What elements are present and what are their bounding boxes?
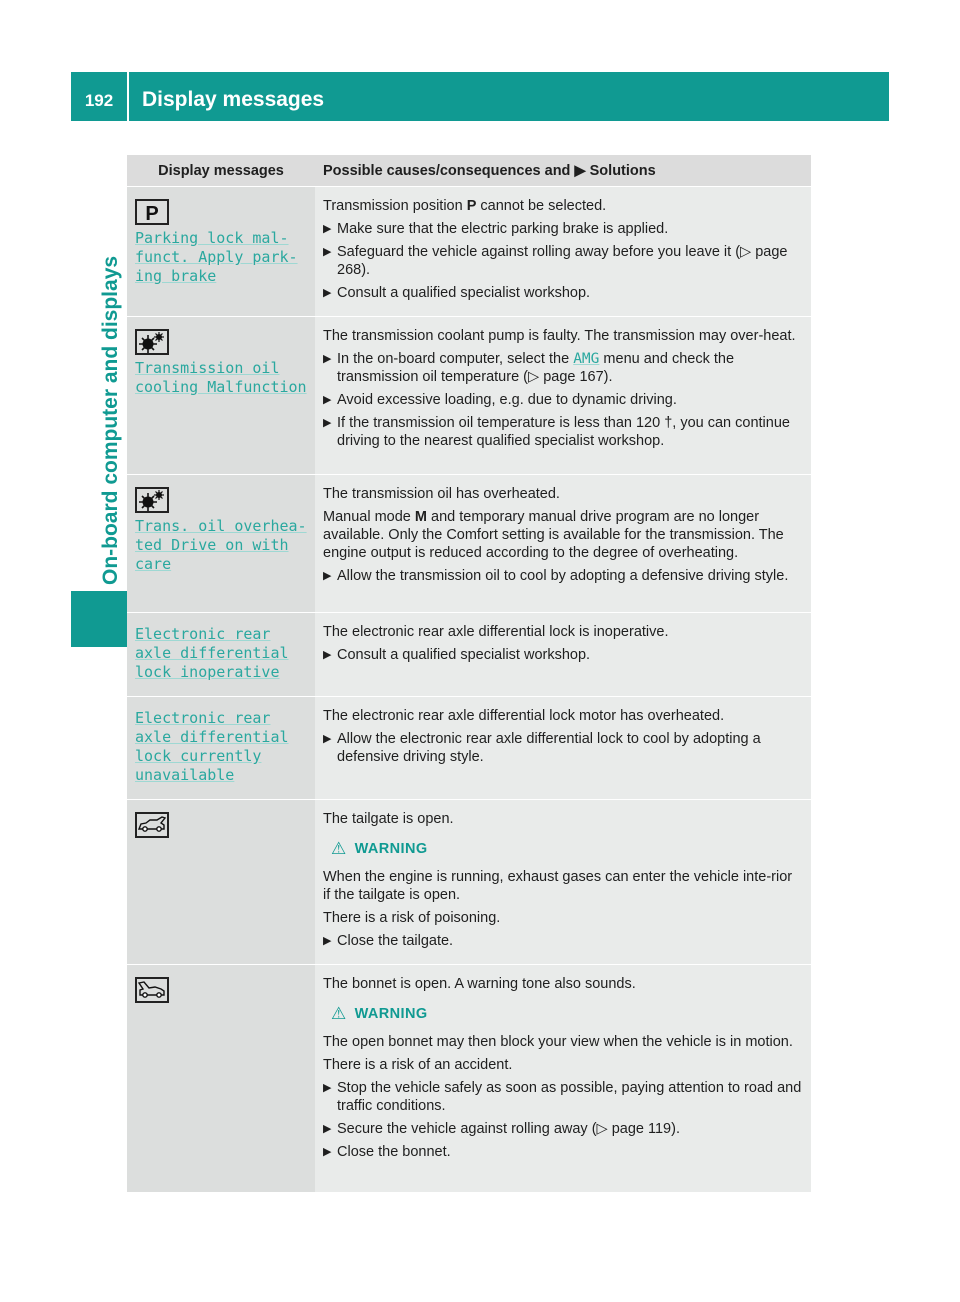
solution-step	[323, 414, 803, 450]
step-arrow-icon: ▶	[323, 417, 332, 429]
solution-cell	[315, 317, 811, 475]
cause-text: The tailgate is open.	[323, 811, 454, 827]
step-text: Make sure that the electric parking brake is applied.	[337, 221, 669, 237]
step-arrow-icon: ▶	[323, 1146, 332, 1158]
table-header-row	[127, 155, 811, 187]
step-arrow-icon: ▶	[323, 733, 332, 745]
message-text: Parking lock mal‐ funct. Apply park‐ ing brake	[135, 229, 298, 285]
solution-step	[323, 391, 803, 409]
message-cell	[127, 697, 315, 800]
cause-text: The electronic rear axle differential lock motor has overheated.	[323, 708, 725, 724]
bonnet-open-icon	[135, 977, 169, 1003]
step-arrow-icon: ▶	[323, 246, 332, 258]
step-text: If the transmission oil temperature is less than 120 †, you can continue driving to the nearest qualified specialist workshop.	[337, 415, 790, 449]
consequence-text-part: and temporary manual drive program are no longer available. Only the Comfort setting is available for the transmission. The engine output is reduced according to the degree of overheating.	[323, 509, 784, 561]
solution-step	[323, 220, 803, 238]
table-row	[127, 800, 811, 965]
step-text: Avoid excessive loading, e.g. due to dynamic driving.	[337, 392, 677, 408]
step-arrow-icon: ▶	[323, 1123, 332, 1135]
table-row	[127, 187, 811, 317]
warning-text: The open bonnet may then block your view when the vehicle is in motion.	[323, 1034, 793, 1050]
solution-cell	[315, 800, 811, 965]
step-text-part: In the on-board computer, select the	[337, 351, 570, 367]
warning-text: When the engine is running, exhaust gases can enter the vehicle inte-rior if the tailgate is open.	[323, 869, 793, 903]
step-arrow-icon: ▶	[323, 570, 332, 582]
svg-text:P: P	[145, 203, 159, 223]
col-causes-header	[315, 155, 811, 187]
step-text-part: Safeguard the vehicle against rolling away before you leave it (	[337, 244, 741, 260]
col-display-messages-header: Display messages	[127, 155, 315, 187]
manual-mode-letter: M	[414, 509, 427, 525]
message-text: Trans. oil overhea‐ ted Drive on with care	[135, 517, 307, 573]
solution-step	[323, 1143, 803, 1161]
solution-cell	[315, 965, 811, 1192]
cause-text: The transmission coolant pump is faulty. The transmission may over-heat.	[323, 328, 796, 344]
step-arrow-icon: ▶	[323, 1082, 332, 1094]
solution-step	[323, 730, 803, 766]
page-ref-icon: ▷	[596, 1121, 612, 1137]
header-divider	[127, 72, 129, 121]
step-text-part: menu and check the transmission oil temperature (	[337, 351, 735, 385]
section-tab-label: On-board computer and displays	[99, 255, 122, 585]
page-number: 192	[84, 90, 114, 110]
table-row	[127, 613, 811, 697]
table-row	[127, 317, 811, 475]
step-text: Stop the vehicle safely as soon as possible, paying attention to road and traffic conditions.	[337, 1080, 802, 1114]
step-text	[337, 1120, 803, 1138]
step-text: Consult a qualified specialist workshop.	[337, 647, 591, 663]
message-cell	[127, 475, 315, 613]
warning-label: WARNING	[354, 841, 428, 857]
page-header	[71, 72, 889, 121]
message-text: Electronic rear axle differential lock currently unavailable	[135, 709, 289, 784]
solution-step	[323, 567, 803, 585]
section-tab-marker	[71, 591, 127, 647]
step-arrow-icon: ▶	[323, 287, 332, 299]
cause-text: The bonnet is open. A warning tone also sounds.	[323, 976, 636, 992]
step-text	[337, 350, 803, 386]
page-reference[interactable]: page 119).	[611, 1121, 680, 1137]
step-text: Consult a qualified specialist workshop.	[337, 285, 591, 301]
cause-text: The electronic rear axle differential lock is inoperative.	[323, 624, 669, 640]
warning-triangle-icon: ⚠	[331, 839, 347, 858]
page-reference[interactable]: page 268).	[337, 244, 788, 278]
display-messages-table	[127, 155, 811, 1192]
step-text-part: Secure the vehicle against rolling away (	[337, 1121, 597, 1137]
warning-heading	[331, 840, 803, 858]
solution-cell	[315, 475, 811, 613]
cause-text: The transmission oil has overheated.	[323, 486, 560, 502]
page-ref-icon: ▷	[740, 244, 756, 260]
table-row	[127, 475, 811, 613]
message-cell	[127, 187, 315, 317]
solution-step	[323, 350, 803, 386]
warning-label: WARNING	[354, 1006, 428, 1022]
cause-text-part: cannot be selected.	[480, 198, 607, 214]
page-reference[interactable]: page 167).	[543, 369, 613, 385]
step-arrow-icon: ▶	[323, 223, 332, 235]
risk-text: There is a risk of an accident.	[323, 1057, 513, 1073]
page-ref-icon: ▷	[528, 369, 544, 385]
page-title: Display messages	[142, 87, 325, 111]
col-causes-header-text: Possible causes/consequences and	[323, 162, 571, 179]
cause-text	[323, 197, 803, 215]
solution-cell	[315, 613, 811, 697]
message-cell	[127, 965, 315, 1192]
park-p-icon	[135, 199, 169, 225]
warning-triangle-icon: ⚠	[331, 1004, 347, 1023]
step-text: Allow the electronic rear axle differential lock to cool by adopting a defensive driving style.	[337, 731, 761, 765]
message-cell	[127, 317, 315, 475]
step-text: Close the tailgate.	[337, 933, 454, 949]
solution-step	[323, 243, 803, 279]
solution-step	[323, 932, 803, 950]
solution-step	[323, 1079, 803, 1115]
consequence-text	[323, 508, 803, 562]
col-solutions-header-text: Solutions	[589, 162, 656, 179]
step-arrow-icon: ▶	[323, 649, 332, 661]
consequence-text-part: Manual mode	[323, 509, 411, 525]
step-text: Allow the transmission oil to cool by adopting a defensive driving style.	[337, 568, 789, 584]
solution-cell	[315, 187, 811, 317]
tailgate-open-icon	[135, 812, 169, 838]
message-cell	[127, 800, 315, 965]
table-row	[127, 965, 811, 1192]
warning-heading	[331, 1005, 803, 1023]
solution-step	[323, 1120, 803, 1138]
solution-step	[323, 646, 803, 664]
step-arrow-icon: ▶	[323, 394, 332, 406]
menu-name: AMG	[573, 351, 600, 367]
cause-text-part: Transmission position	[323, 198, 463, 214]
transmission-oil-icon	[135, 329, 169, 355]
step-text	[337, 243, 803, 279]
message-text: Electronic rear axle differential lock inoperative	[135, 625, 289, 681]
message-cell	[127, 613, 315, 697]
risk-text: There is a risk of poisoning.	[323, 910, 501, 926]
table-row	[127, 697, 811, 800]
play-arrow-icon: ▶	[574, 162, 586, 179]
step-arrow-icon: ▶	[323, 353, 332, 365]
transmission-oil-icon	[135, 487, 169, 513]
step-arrow-icon: ▶	[323, 935, 332, 947]
message-text: Transmission oil cooling Malfunction	[135, 359, 307, 396]
step-text: Close the bonnet.	[337, 1144, 451, 1160]
gear-position: P	[466, 198, 477, 214]
solution-step	[323, 284, 803, 302]
solution-cell	[315, 697, 811, 800]
